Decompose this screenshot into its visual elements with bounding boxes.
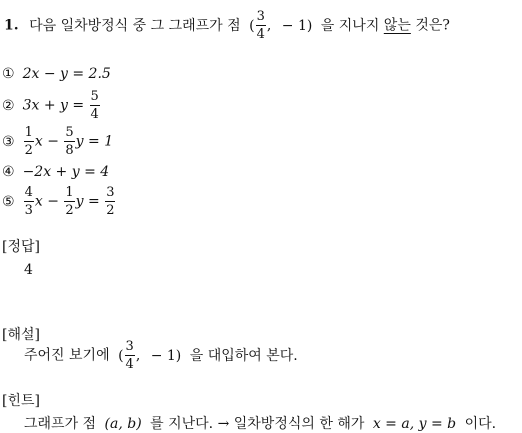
fraction-numerator: 4: [24, 185, 33, 200]
choice-5: [2, 186, 116, 217]
choice-expression: −2x + y = 4: [22, 164, 110, 180]
choice-middle: x −: [34, 193, 59, 210]
fraction-numerator: 3: [125, 339, 134, 354]
explanation-point-y: − 1): [150, 347, 182, 364]
fraction-denominator: 4: [90, 107, 99, 122]
point-separator: ,: [266, 17, 272, 34]
choice-3: [2, 126, 113, 157]
hint-text-middle: 를 지난다. → 일차방정식의 한 해가: [150, 416, 365, 432]
fraction-numerator: 5: [90, 89, 99, 104]
explanation-point-open: (: [118, 347, 124, 364]
choice-fraction-1: [24, 126, 34, 157]
choice-2: [2, 90, 101, 121]
hint-solution: x = a, y = b: [372, 416, 457, 432]
fraction-denominator: 2: [65, 203, 74, 218]
explanation-text-before: 주어진 보기에: [24, 347, 110, 364]
explanation-point-separator: ,: [135, 347, 141, 364]
point-y: − 1): [281, 17, 313, 34]
fraction-numerator: 1: [24, 125, 33, 140]
point-x-denominator: 4: [256, 27, 265, 42]
fraction-denominator: 8: [65, 143, 74, 158]
choice-4: [2, 164, 109, 180]
fraction-numerator: 1: [65, 185, 74, 200]
explanation-point-x-fraction: [125, 340, 135, 371]
fraction-denominator: 3: [24, 203, 33, 218]
fraction-numerator: 5: [65, 125, 74, 140]
explanation-label: [해설]: [2, 327, 40, 343]
choice-marker: ④: [2, 164, 15, 180]
choice-end: y = 1: [75, 133, 114, 150]
hint-text-end: 이다.: [464, 416, 497, 432]
hint-text-before: 그래프가 점: [24, 416, 97, 432]
fraction-denominator: 2: [24, 143, 33, 158]
choice-1: [2, 66, 111, 82]
question-number: 1.: [4, 17, 19, 34]
choice-expression: 2x − y = 2.5: [22, 66, 111, 82]
question-text-middle: 을 지나지: [320, 17, 380, 34]
hint-point: (a, b): [104, 416, 142, 432]
choice-middle: x −: [34, 133, 59, 150]
fraction-denominator: 2: [106, 203, 115, 218]
choice-rhs-fraction: [105, 186, 115, 217]
point-x-numerator: 3: [256, 9, 265, 24]
question-line: [4, 10, 450, 41]
choice-marker: ③: [2, 133, 15, 150]
choice-marker: ⑤: [2, 193, 15, 210]
choice-marker: ①: [2, 66, 15, 82]
point-x-fraction: [256, 10, 266, 41]
hint-text: [24, 413, 496, 433]
choice-lhs: 3x + y =: [22, 97, 85, 114]
question-text-before: 다음 일차방정식 중 그 그래프가 점: [29, 17, 241, 34]
fraction-denominator: 4: [125, 357, 134, 372]
question-emphasis: 않는: [383, 17, 411, 34]
fraction-numerator: 3: [106, 185, 115, 200]
hint-label: [힌트]: [2, 393, 40, 409]
point-open: (: [249, 17, 255, 34]
choice-fraction-2: [64, 126, 74, 157]
choice-marker: ②: [2, 97, 15, 114]
choice-fraction-1: [24, 186, 34, 217]
choice-fraction-2: [64, 186, 74, 217]
question-text-end: 것은?: [415, 17, 450, 34]
explanation-text: [24, 340, 298, 371]
answer-value: 4: [24, 262, 33, 278]
choice-rhs-fraction: [90, 90, 100, 121]
choice-end: y =: [75, 193, 100, 210]
answer-label: [정답]: [2, 239, 40, 255]
explanation-text-after: 을 대입하여 본다.: [189, 347, 298, 364]
